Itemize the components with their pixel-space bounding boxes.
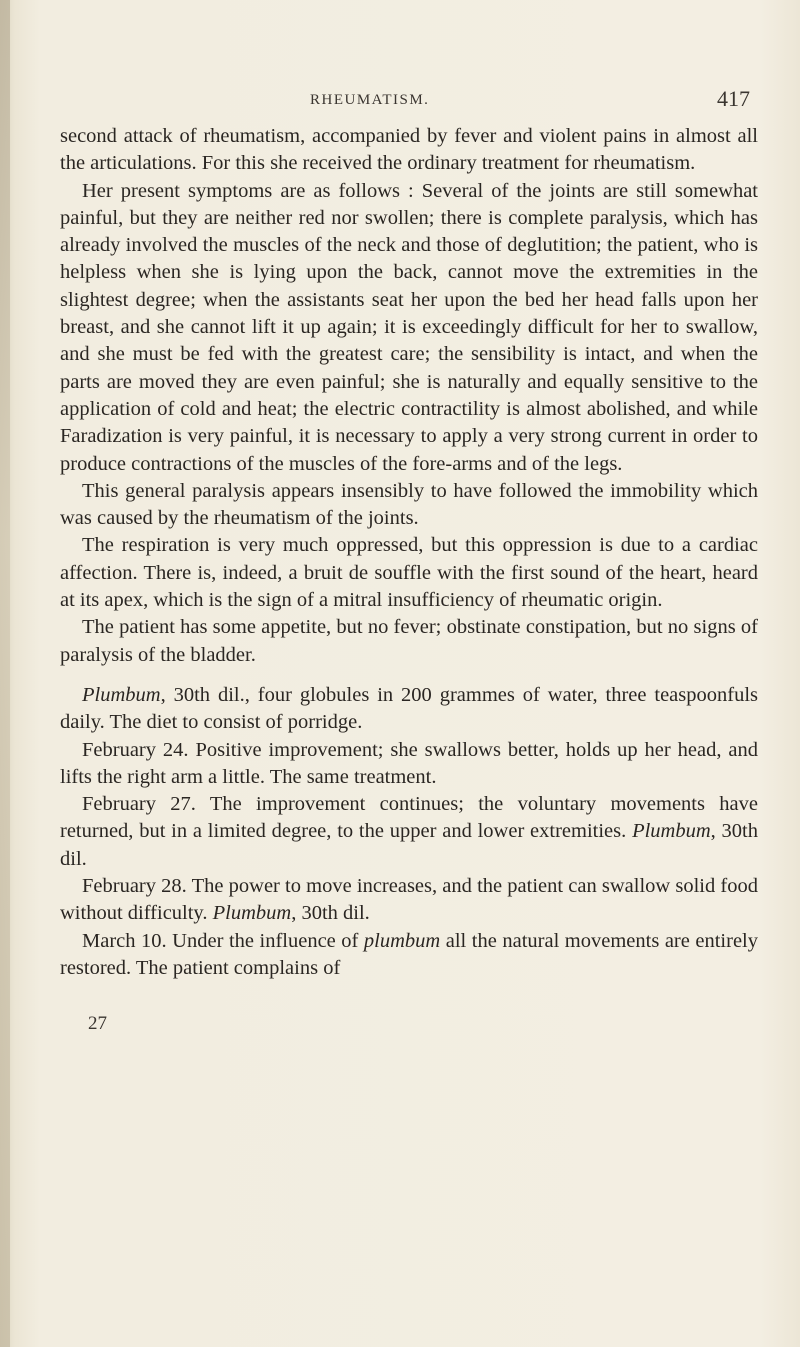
paragraph-prescription xyxy=(60,682,758,737)
paragraph-appetite: The patient has some appetite, but no fever; obstinate constipation, but no signs of paralysis of the bladder. xyxy=(60,616,758,666)
body-text xyxy=(60,123,758,982)
paragraph-symptoms: Her present symptoms are as follows : Several of the joints are still somewhat painful, but they are neither red nor swollen; there is complete paralysis, which has already involved the muscles of the neck and those of deglutition; the patient, who is helpless when she is lying upon the back, cannot move the extremities in the slightest degree; when the assistants seat her upon the bed her head falls upon her breast, and she cannot lift it up again; it is exceedingly difficult for her to swallow, and she must be fed with the greatest care; the sensibility is intact, and when the parts are moved they are even painful; she is naturally and equally sensitive to the application of cold and heat; the electric contractility is almost abolished, and while Faradization is very painful, it is necessary to apply a very strong current in order to produce contractions of the muscles of the fore-arms and of the legs. xyxy=(60,179,758,475)
paragraph-paralysis: This general paralysis appears insensibly to have followed the immobility which was caused by the rheumatism of the joints. xyxy=(60,479,758,530)
remedy-name: Plumbum xyxy=(632,820,711,843)
signature-mark: 27 xyxy=(88,1013,107,1034)
paragraph-mar-10 xyxy=(60,928,758,983)
paragraph-continuation: second attack of rheumatism, accompanied by fever and violent pains in almost all the articulations. For this she received the ordinary treatment for rheumatism. xyxy=(60,125,758,175)
feb-28-dilution: , 30th dil. xyxy=(291,902,370,925)
running-head: RHEUMATISM. xyxy=(310,92,430,108)
paragraph-feb-28 xyxy=(60,873,758,928)
paragraph-feb-27 xyxy=(60,791,758,873)
page-number: 417 xyxy=(717,86,750,111)
page-header xyxy=(60,86,760,116)
mar-10-text: March 10. Under the influence of xyxy=(82,929,364,952)
feb-27-dilution: , 30th dil. xyxy=(60,820,758,870)
feb-28-text: February 28. The power to move increases, and the patient can swallow solid food without difficulty. xyxy=(60,875,758,925)
prescription-text: , 30th dil., four globules in 200 grammes of water, three teaspoonfuls daily. The diet to consist of porridge. xyxy=(60,683,758,734)
remedy-name: plumbum xyxy=(363,929,441,952)
remedy-name: Plumbum xyxy=(82,683,161,706)
paragraph-respiration: The respiration is very much oppressed, but this oppression is due to a cardiac affection. There is, indeed, a bruit de souffle with the first sound of the heart, heard at its apex, which is the sign of a mitral insufficiency of rheumatic origin. xyxy=(60,534,758,612)
mar-10-rest: all the natural movements are entirely restored. The patient complains of xyxy=(60,929,758,979)
feb-27-text: February 27. The improvement continues; the voluntary movements have returned, but in a limited degree, to the upper and lower extremities. xyxy=(60,793,758,843)
page-gutter-shadow xyxy=(0,0,10,1347)
paragraph-feb-24: February 24. Positive improvement; she swallows better, holds up her head, and lifts the right arm a little. The same treatment. xyxy=(60,738,758,788)
remedy-name: Plumbum xyxy=(212,902,292,925)
